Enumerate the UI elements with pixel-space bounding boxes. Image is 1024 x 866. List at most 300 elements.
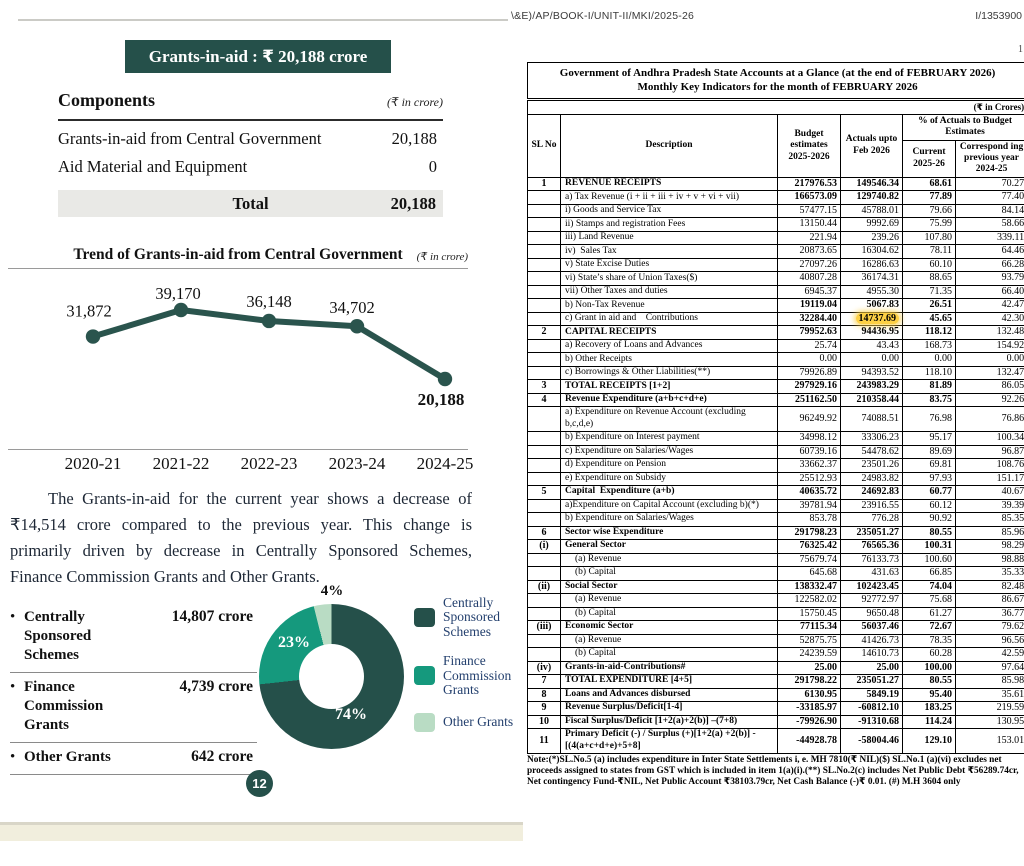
table-cell: b) Non-Tax Revenue	[561, 299, 778, 313]
breakdown-item	[10, 603, 257, 673]
table-row	[528, 231, 1024, 245]
table-cell: 83.75	[903, 393, 956, 407]
table-cell	[528, 648, 561, 662]
table-cell: Social Sector	[561, 580, 778, 594]
table-cell: 94436.95	[841, 326, 903, 340]
table-cell	[528, 567, 561, 581]
donut-chart	[259, 604, 404, 749]
table-cell: 94393.52	[841, 366, 903, 380]
table-cell: 96.56	[956, 634, 1024, 648]
table-cell: 68.61	[903, 177, 956, 191]
table-cell: c) Borrowings & Other Liabilities(**)	[561, 366, 778, 380]
trend-point	[350, 319, 364, 333]
table-cell: 85.96	[956, 526, 1024, 540]
table-cell: 80.55	[903, 675, 956, 689]
table-cell: 9992.69	[841, 218, 903, 232]
table-cell: 92772.97	[841, 594, 903, 608]
table-row	[528, 258, 1024, 272]
table-cell: 102423.45	[841, 580, 903, 594]
table-cell: 235051.27	[841, 526, 903, 540]
table-cell: 36174.31	[841, 272, 903, 286]
table-cell: 1	[528, 177, 561, 191]
component-label: Grants-in-aid from Central Government	[58, 129, 322, 148]
components-rows	[58, 129, 443, 177]
table-cell: 24239.59	[778, 648, 841, 662]
table-cell: 0.00	[903, 353, 956, 367]
table-cell: (iv)	[528, 661, 561, 675]
table-cell: 84.14	[956, 204, 1024, 218]
table-cell: e) Expenditure on Subsidy	[561, 472, 778, 486]
table-cell	[528, 245, 561, 259]
table-cell: 100.31	[903, 540, 956, 554]
x-axis-label: 2023-24	[328, 454, 386, 473]
table-cell: (b) Capital	[561, 607, 778, 621]
x-axis-label: 2022-23	[240, 454, 298, 473]
column-header-sl: SL No	[528, 114, 561, 177]
table-cell: 118.10	[903, 366, 956, 380]
table-cell: CAPITAL RECEIPTS	[561, 326, 778, 340]
table-row	[528, 702, 1024, 716]
table-cell	[528, 353, 561, 367]
table-cell: 23501.26	[841, 459, 903, 473]
trend-chart-title: Trend of Grants-in-aid from Central Government	[73, 246, 403, 263]
table-cell: 645.68	[778, 567, 841, 581]
trend-point-label: 20,188	[417, 390, 465, 409]
table-cell: 79.62	[956, 621, 1024, 635]
table-cell: 4	[528, 393, 561, 407]
legend-label: Other Grants	[443, 713, 514, 729]
table-row	[528, 688, 1024, 702]
table-cell: 40807.28	[778, 272, 841, 286]
table-cell	[528, 432, 561, 446]
table-cell: 33306.23	[841, 432, 903, 446]
table-row	[528, 526, 1024, 540]
legend-swatch	[414, 666, 435, 685]
table-cell	[528, 513, 561, 527]
table-cell	[528, 634, 561, 648]
breakdown-value: 14,807 crore	[171, 608, 253, 625]
total-value: 20,188	[390, 193, 436, 213]
mki-table	[527, 62, 1024, 754]
table-cell: 11	[528, 729, 561, 754]
table-cell: 239.26	[841, 231, 903, 245]
table-cell: 25.74	[778, 339, 841, 353]
table-title-line2: Monthly Key Indicators for the month of FEBRUARY 2026	[637, 81, 918, 94]
table-cell: 5067.83	[841, 299, 903, 313]
table-cell: 33662.37	[778, 459, 841, 473]
table-cell: 114.24	[903, 715, 956, 729]
trend-point-label: 36,148	[246, 291, 292, 311]
table-row	[528, 459, 1024, 473]
table-row	[528, 204, 1024, 218]
table-row	[528, 366, 1024, 380]
table-cell: 100.00	[903, 661, 956, 675]
table-row	[528, 218, 1024, 232]
components-unit: (₹ in crore)	[386, 95, 443, 109]
table-cell: -33185.97	[778, 702, 841, 716]
table-row	[528, 513, 1024, 527]
trend-point-label: 31,872	[66, 301, 112, 321]
component-label: Aid Material and Equipment	[58, 157, 248, 176]
table-cell: c) Expenditure on Salaries/Wages	[561, 445, 778, 459]
table-cell: 100.60	[903, 553, 956, 567]
table-cell: 74088.51	[841, 407, 903, 432]
table-cell: 100.34	[956, 432, 1024, 446]
table-cell	[841, 312, 903, 326]
donut-percentage-label: 23%	[278, 634, 310, 651]
table-cell: 9650.48	[841, 607, 903, 621]
column-header-description: Description	[561, 114, 778, 177]
table-cell: 132.48	[956, 326, 1024, 340]
grants-banner-text: Grants-in-aid : ₹ 20,188 crore	[148, 46, 368, 66]
table-cell	[528, 299, 561, 313]
table-cell: 85.35	[956, 513, 1024, 527]
table-cell: 66.28	[956, 258, 1024, 272]
table-cell: 153.01	[956, 729, 1024, 754]
trend-chart	[8, 246, 474, 476]
table-cell: 60.10	[903, 258, 956, 272]
table-cell: (a) Revenue	[561, 594, 778, 608]
table-cell: 98.29	[956, 540, 1024, 554]
table-row	[528, 486, 1024, 500]
table-cell: 291798.22	[778, 675, 841, 689]
table-cell: 79926.89	[778, 366, 841, 380]
table-cell: (b) Capital	[561, 648, 778, 662]
table-row	[528, 445, 1024, 459]
table-row	[528, 407, 1024, 432]
legend-label: Finance Commission Grants	[443, 653, 512, 698]
bullet-icon: •	[10, 609, 16, 625]
table-cell: 5849.19	[841, 688, 903, 702]
table-cell: 6130.95	[778, 688, 841, 702]
table-cell: 339.11	[956, 231, 1024, 245]
table-cell: 35.61	[956, 688, 1024, 702]
table-cell: 75.99	[903, 218, 956, 232]
table-cell	[528, 218, 561, 232]
table-row	[528, 567, 1024, 581]
table-row	[528, 634, 1024, 648]
table-units: (₹ in Crores)	[528, 99, 1024, 114]
table-row	[528, 245, 1024, 259]
table-cell	[528, 445, 561, 459]
table-cell: 15750.45	[778, 607, 841, 621]
table-cell: 66.40	[956, 285, 1024, 299]
table-cell: 52875.75	[778, 634, 841, 648]
table-cell: 24983.82	[841, 472, 903, 486]
table-cell: 35.33	[956, 567, 1024, 581]
table-cell: 25512.93	[778, 472, 841, 486]
table-row	[528, 499, 1024, 513]
table-cell: (ii)	[528, 580, 561, 594]
table-cell: 4955.30	[841, 285, 903, 299]
table-cell: c) Grant in aid and Contributions	[561, 312, 778, 326]
table-cell: 57477.15	[778, 204, 841, 218]
table-cell: 42.47	[956, 299, 1024, 313]
table-note: Note:(*)SL.No.5 (a) includes expenditure in Inter State Settlements i, e. MH 7810(₹ NIL)($) SL.No.1 (a)(vi) excludes net proceeds assigned to states from GST which is included in item 1(a)(i).(**) SL.No.2(c) includes Net Public Debt ₹56289.74cr, Net contingency Fund-₹NIL, Net Public Account ₹38103.79cr, Net Cash Balance (-)₹ 0.01. (#) M.H 3604 only	[527, 754, 1019, 788]
table-cell: 60.28	[903, 648, 956, 662]
table-row	[528, 299, 1024, 313]
table-cell: 90.92	[903, 513, 956, 527]
table-cell: a)Expenditure on Capital Account (excluding b)(*)	[561, 499, 778, 513]
table-cell: 130.95	[956, 715, 1024, 729]
table-cell	[528, 407, 561, 432]
table-row	[528, 580, 1024, 594]
table-cell: 81.89	[903, 380, 956, 394]
column-header-actuals: Actuals upto Feb 2026	[841, 114, 903, 177]
legend-label: Centrally Sponsored Schemes	[443, 595, 500, 639]
grants-banner	[125, 40, 391, 73]
table-row	[528, 594, 1024, 608]
table-cell	[528, 459, 561, 473]
table-row	[528, 177, 1024, 191]
table-cell: 129.10	[903, 729, 956, 754]
table-cell: 149546.34	[841, 177, 903, 191]
table-cell: 78.11	[903, 245, 956, 259]
table-cell	[528, 607, 561, 621]
table-cell: a) Recovery of Loans and Advances	[561, 339, 778, 353]
table-cell: Fiscal Surplus/Deficit [1+2(a)+2(b)] –(7+8)	[561, 715, 778, 729]
table-cell: 23916.55	[841, 499, 903, 513]
x-axis-label: 2024-25	[416, 454, 474, 473]
table-cell: 10	[528, 715, 561, 729]
table-cell: 41426.73	[841, 634, 903, 648]
table-cell: (a) Revenue	[561, 634, 778, 648]
table-cell: 0.00	[956, 353, 1024, 367]
mki-table-wrap	[527, 62, 1024, 789]
column-header-pct-group: % of Actuals to Budget Estimates	[903, 114, 1024, 140]
table-cell: 98.88	[956, 553, 1024, 567]
table-row	[528, 285, 1024, 299]
table-cell: 82.48	[956, 580, 1024, 594]
table-cell: 32284.40	[778, 312, 841, 326]
table-cell: d) Expenditure on Pension	[561, 459, 778, 473]
table-cell	[528, 499, 561, 513]
table-cell: 76.86	[956, 407, 1024, 432]
table-cell: 16286.63	[841, 258, 903, 272]
page-bottom-strip	[0, 822, 523, 841]
table-cell: 76325.42	[778, 540, 841, 554]
table-row	[528, 353, 1024, 367]
table-cell: 79952.63	[778, 326, 841, 340]
table-cell: 853.78	[778, 513, 841, 527]
table-cell: 0.00	[778, 353, 841, 367]
table-cell: 96.87	[956, 445, 1024, 459]
table-cell: 43.43	[841, 339, 903, 353]
table-row	[528, 729, 1024, 754]
table-cell: -60812.10	[841, 702, 903, 716]
table-row	[528, 621, 1024, 635]
breakdown-label: Other Grants	[24, 749, 111, 766]
breakdown-item	[10, 743, 257, 775]
table-cell: Revenue Expenditure (a+b+c+d+e)	[561, 393, 778, 407]
components-table	[58, 90, 443, 217]
table-cell: 13150.44	[778, 218, 841, 232]
component-row	[58, 157, 443, 177]
table-cell: 183.25	[903, 702, 956, 716]
table-cell: 154.92	[956, 339, 1024, 353]
breakdown-value: 642 crore	[191, 748, 253, 766]
donut-percentage-label: 74%	[335, 706, 367, 723]
component-value: 20,188	[391, 129, 437, 148]
table-cell: 210358.44	[841, 393, 903, 407]
table-cell: iv) Sales Tax	[561, 245, 778, 259]
table-cell: 40635.72	[778, 486, 841, 500]
total-label: Total	[232, 193, 269, 213]
table-row	[528, 540, 1024, 554]
table-cell: 235051.27	[841, 675, 903, 689]
table-cell: 45788.01	[841, 204, 903, 218]
table-row	[528, 380, 1024, 394]
table-cell: 5	[528, 486, 561, 500]
column-header-budget: Budget estimates 2025-2026	[778, 114, 841, 177]
table-cell: -79926.90	[778, 715, 841, 729]
table-cell: 221.94	[778, 231, 841, 245]
table-cell: 132.47	[956, 366, 1024, 380]
table-row	[528, 648, 1024, 662]
table-cell: 27097.26	[778, 258, 841, 272]
table-cell: 19119.04	[778, 299, 841, 313]
table-cell: 219.59	[956, 702, 1024, 716]
table-cell: 77.40	[956, 191, 1024, 205]
table-row	[528, 661, 1024, 675]
x-axis-label: 2020-21	[64, 454, 122, 473]
table-cell: 2	[528, 326, 561, 340]
table-cell: 97.93	[903, 472, 956, 486]
table-cell: 77115.34	[778, 621, 841, 635]
breakdown-label: Centrally Sponsored Schemes	[24, 609, 92, 664]
table-cell: 7	[528, 675, 561, 689]
table-cell	[528, 231, 561, 245]
table-cell: 72.67	[903, 621, 956, 635]
table-cell: (a) Revenue	[561, 553, 778, 567]
table-cell	[528, 553, 561, 567]
table-cell: 166573.09	[778, 191, 841, 205]
table-cell: 77.89	[903, 191, 956, 205]
table-cell: 39.39	[956, 499, 1024, 513]
table-cell: General Sector	[561, 540, 778, 554]
table-cell: 58.66	[956, 218, 1024, 232]
table-cell: 108.76	[956, 459, 1024, 473]
donut-hole	[299, 644, 364, 709]
page-number-badge: 12	[246, 770, 273, 797]
table-cell: Economic Sector	[561, 621, 778, 635]
table-row	[528, 675, 1024, 689]
table-cell: 76133.73	[841, 553, 903, 567]
column-header-previous: Correspond ing previous year 2024-25	[956, 140, 1024, 177]
table-cell: 138332.47	[778, 580, 841, 594]
table-cell: 76.98	[903, 407, 956, 432]
breakdown-value: 4,739 crore	[179, 678, 253, 696]
document-ref-left: \&E)/AP/BOOK-I/UNIT-II/MKI/2025-26	[511, 10, 695, 22]
table-row	[528, 715, 1024, 729]
table-cell: 61.27	[903, 607, 956, 621]
table-cell	[528, 594, 561, 608]
trend-point	[438, 372, 452, 386]
table-cell: 75.68	[903, 594, 956, 608]
table-cell: a) Tax Revenue (i + ii + iii + iv + v + vi + vii)	[561, 191, 778, 205]
table-cell: 168.73	[903, 339, 956, 353]
table-cell: 76565.36	[841, 540, 903, 554]
table-cell: 297929.16	[778, 380, 841, 394]
bullet-icon: •	[10, 749, 16, 766]
x-axis-label: 2021-22	[152, 454, 210, 473]
trend-point-label: 34,702	[329, 298, 375, 318]
table-cell: TOTAL RECEIPTS [1+2]	[561, 380, 778, 394]
table-cell: 39781.94	[778, 499, 841, 513]
table-row	[528, 393, 1024, 407]
table-cell: 20873.65	[778, 245, 841, 259]
table-cell: 34998.12	[778, 432, 841, 446]
table-cell: 151.17	[956, 472, 1024, 486]
table-cell: 96249.92	[778, 407, 841, 432]
table-row	[528, 472, 1024, 486]
table-cell: (i)	[528, 540, 561, 554]
components-title: Components	[58, 90, 156, 110]
summary-paragraph: The Grants-in-aid for the current year shows a decrease of ₹14,514 crore compared to the previous year. This change is primarily driven by decrease in Centrally Sponsored Schemes, Finance Commission Grants and Other Grants.	[10, 489, 472, 587]
trend-line-svg	[8, 269, 468, 449]
table-cell: 60.77	[903, 486, 956, 500]
table-cell: 251162.50	[778, 393, 841, 407]
table-cell: 75679.74	[778, 553, 841, 567]
table-cell: 9	[528, 702, 561, 716]
table-cell	[528, 258, 561, 272]
table-title-row	[528, 63, 1024, 100]
trend-chart-header	[8, 246, 468, 269]
table-cell: 92.26	[956, 393, 1024, 407]
corner-page-digit: 1	[1018, 44, 1023, 55]
table-cell: 95.40	[903, 688, 956, 702]
document-ref-right: I/1353900	[975, 10, 1022, 22]
table-cell: 107.80	[903, 231, 956, 245]
table-cell	[528, 285, 561, 299]
table-cell	[528, 366, 561, 380]
table-cell: 95.17	[903, 432, 956, 446]
table-cell: Grants-in-aid-Contributions#	[561, 661, 778, 675]
donut-percentage-label-outer: 4%	[320, 583, 344, 599]
table-cell: 26.51	[903, 299, 956, 313]
table-cell	[528, 339, 561, 353]
table-cell: b) Expenditure on Salaries/Wages	[561, 513, 778, 527]
table-cell: vii) Other Taxes and duties	[561, 285, 778, 299]
table-cell: 14610.73	[841, 648, 903, 662]
table-cell: ii) Stamps and registration Fees	[561, 218, 778, 232]
components-total-row	[58, 190, 443, 217]
table-cell: 25.00	[778, 661, 841, 675]
table-cell: 85.98	[956, 675, 1024, 689]
trend-chart-unit: (₹ in crore)	[416, 251, 468, 263]
table-cell: 88.65	[903, 272, 956, 286]
table-cell: 54478.62	[841, 445, 903, 459]
table-cell: 42.59	[956, 648, 1024, 662]
table-cell: 70.27	[956, 177, 1024, 191]
table-cell: 45.65	[903, 312, 956, 326]
table-cell: 24692.83	[841, 486, 903, 500]
table-cell: 56037.46	[841, 621, 903, 635]
table-cell: 217976.53	[778, 177, 841, 191]
table-cell: Loans and Advances disbursed	[561, 688, 778, 702]
table-cell: 80.55	[903, 526, 956, 540]
table-row	[528, 312, 1024, 326]
legend-swatch	[414, 713, 435, 732]
table-cell: 71.35	[903, 285, 956, 299]
table-cell: TOTAL EXPENDITURE [4+5]	[561, 675, 778, 689]
table-cell: (iii)	[528, 621, 561, 635]
table-cell: 0.00	[841, 353, 903, 367]
component-value: 0	[428, 157, 437, 176]
table-cell: b) Other Receipts	[561, 353, 778, 367]
legend-swatch	[414, 608, 435, 627]
table-units-row	[528, 99, 1024, 114]
